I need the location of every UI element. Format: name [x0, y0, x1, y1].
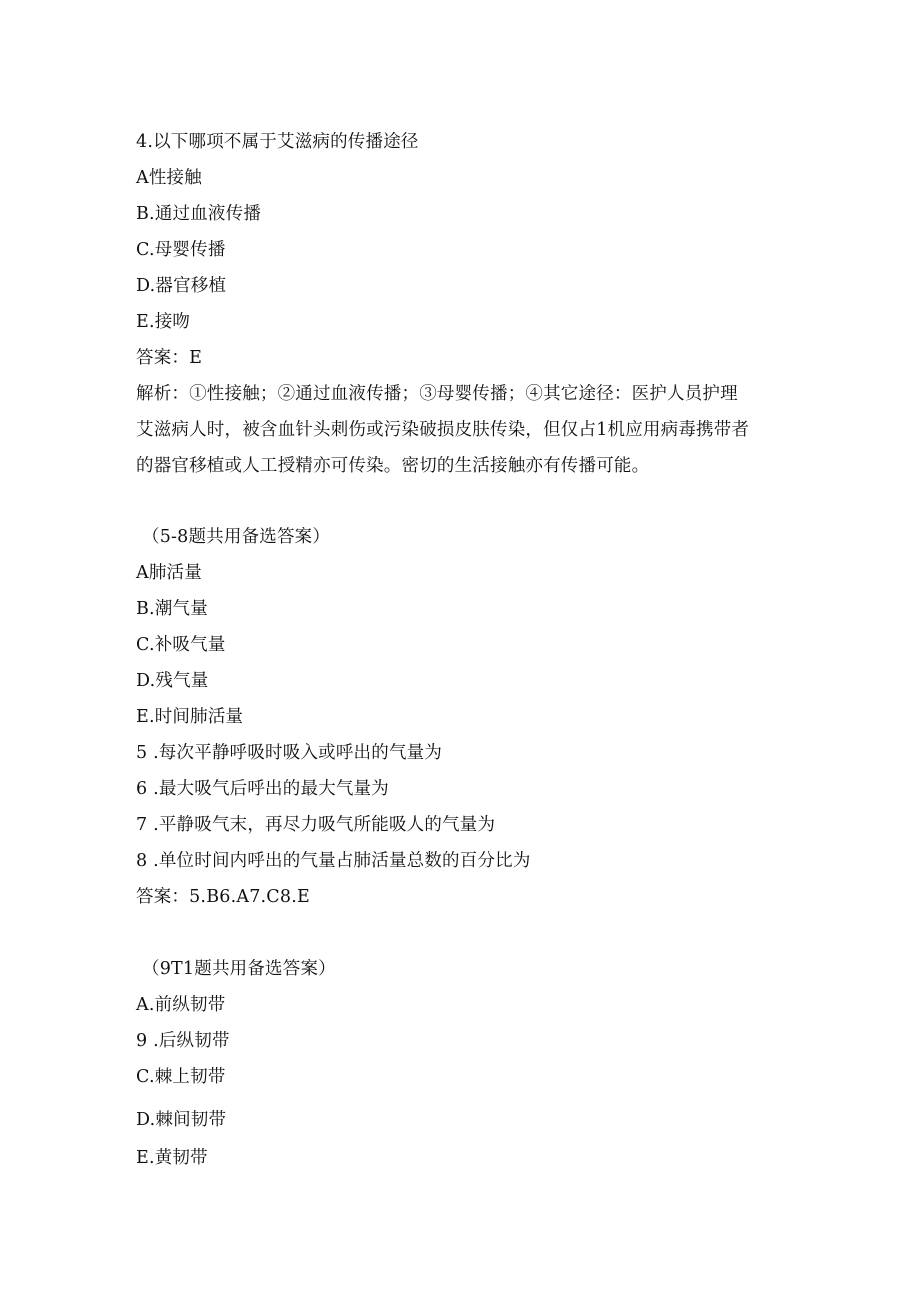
option-d: D.棘间韧带	[136, 1110, 227, 1130]
option-b: B.通过血液传播	[136, 204, 262, 224]
analysis-line-1: 解析：①性接触；②通过血液传播；③母婴传播；④其它途径：医护人员护理	[136, 384, 738, 404]
group-5-8-header: （5-8题共用备选答案）	[142, 527, 331, 547]
option-e: E.黄韧带	[136, 1148, 208, 1168]
question-4-text: 4.以下哪项不属于艾滋病的传播途径	[136, 132, 419, 152]
option-a: A性接触	[136, 168, 202, 188]
option-a: A.前纵韧带	[136, 995, 226, 1015]
analysis-line-3: 的器官移植或人工授精亦可传染。密切的生活接触亦有传播可能。	[136, 456, 650, 476]
option-c: C.母婴传播	[136, 240, 226, 260]
question-6: 6 .最大吸气后呼出的最大气量为	[136, 779, 389, 799]
option-a: A肺活量	[136, 563, 202, 583]
answer-q5-8: 答案：5.B6.A7.C8.E	[136, 887, 310, 907]
analysis-line-2: 艾滋病人时，被含血针头刺伤或污染破损皮肤传染，但仅占1机应用病毒携带者	[136, 420, 750, 440]
option-d: D.残气量	[136, 671, 209, 691]
option-e: E.接吻	[136, 312, 191, 332]
option-b: 9 .后纵韧带	[136, 1031, 230, 1051]
option-c: C.棘上韧带	[136, 1067, 226, 1087]
group-9-11-header: （9T1题共用备选答案）	[142, 959, 336, 979]
option-b: B.潮气量	[136, 599, 208, 619]
question-5: 5 .每次平静呼吸时吸入或呼出的气量为	[136, 743, 443, 763]
option-c: C.补吸气量	[136, 635, 226, 655]
option-e: E.时间肺活量	[136, 707, 244, 727]
option-d: D.器官移植	[136, 276, 227, 296]
question-7: 7 .平静吸气末，再尽力吸气所能吸人的气量为	[136, 815, 496, 835]
answer-q4: 答案：E	[136, 348, 203, 368]
question-8: 8 .单位时间内呼出的气量占肺活量总数的百分比为	[136, 851, 531, 871]
